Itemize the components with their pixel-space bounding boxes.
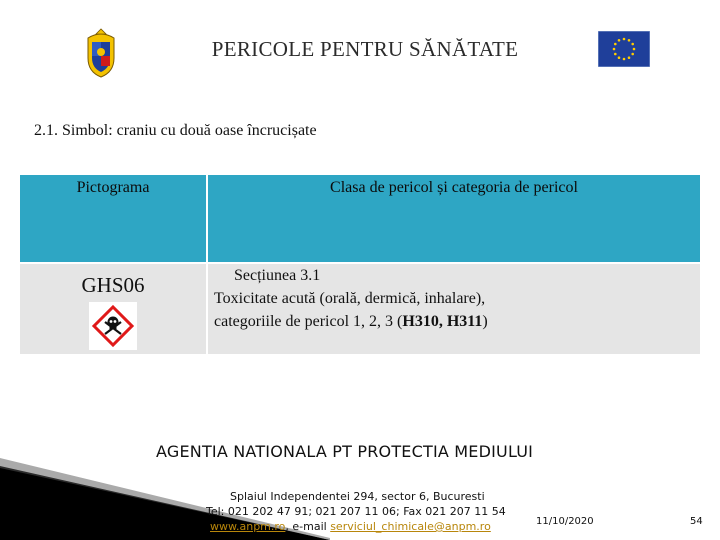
coat-of-arms-icon (82, 28, 120, 78)
category-text: categoriile de pericol 1, 2, 3 ( (214, 313, 403, 330)
page-number: 54 (690, 516, 703, 527)
pictogram-cell (20, 264, 206, 354)
email-prefix: , e-mail (285, 520, 331, 533)
page-title: PERICOLE PENTRU SĂNĂTATE (211, 37, 519, 61)
eu-flag-icon (598, 31, 650, 67)
hazard-codes: H310, H311 (402, 313, 483, 330)
hazard-class-cell (208, 264, 700, 354)
skull-crossbones-icon (89, 302, 137, 350)
address-line: Splaiul Independentei 294, sector 6, Bucuresti (230, 490, 485, 503)
hazard-description-line1: Toxicitate acută (orală, dermică, inhalare), (214, 290, 486, 307)
header-pictograma: Pictograma (20, 175, 206, 262)
web-email-line (210, 520, 491, 533)
hazard-description-line2 (214, 313, 488, 331)
header-hazard-class: Clasa de pericol și categoria de pericol (208, 175, 700, 262)
hazard-table (20, 175, 700, 355)
agency-name: AGENTIA NATIONALA PT PROTECTIA MEDIULUI (156, 442, 534, 461)
slide-date: 11/10/2020 (536, 516, 594, 527)
category-suffix: ) (482, 313, 488, 330)
section-label: Secțiunea 3.1 (234, 267, 321, 284)
email-link[interactable]: serviciul_chimicale@anpm.ro (330, 520, 491, 533)
website-link[interactable]: www.anpm.ro (210, 520, 286, 533)
section-subtitle: 2.1. Simbol: craniu cu două oase încrucișate (34, 122, 317, 139)
ghs-code: GHS06 (81, 273, 145, 297)
contact-line: Tel: 021 202 47 91; 021 207 11 06; Fax 021 207 11 54 (206, 505, 506, 518)
